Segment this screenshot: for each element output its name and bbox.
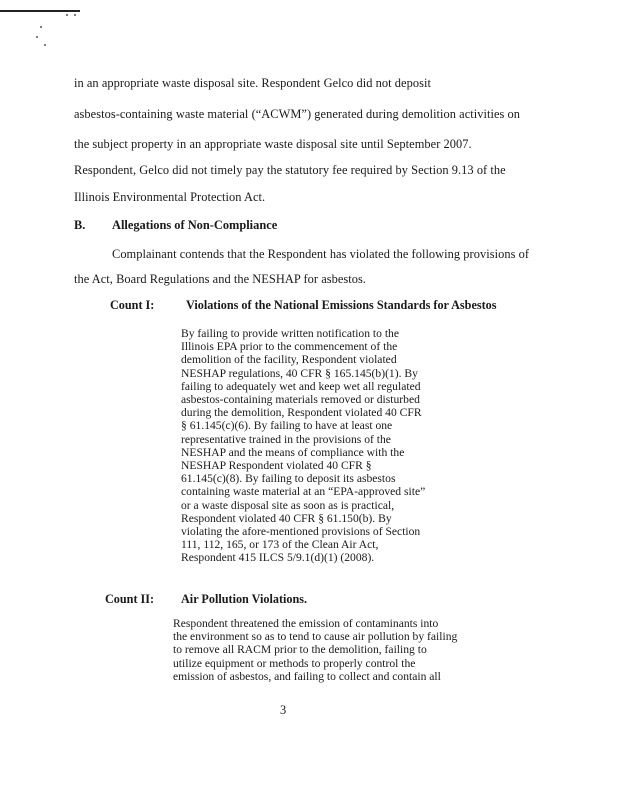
count-2-title: Air Pollution Violations. <box>181 592 308 606</box>
paragraph-line: § 61.145(c)(6). By failing to have at least one <box>181 419 393 433</box>
page-number: 3 <box>280 703 287 717</box>
scan-speck <box>74 14 76 16</box>
paragraph-line: representative trained in the provisions of the <box>181 432 391 446</box>
scan-corner-line <box>0 10 80 12</box>
contention-line: Complainant contends that the Respondent has violated the following provisions of <box>112 247 530 261</box>
paragraph-line: or a waste disposal site as soon as is practical, <box>181 498 395 512</box>
scan-speck <box>36 36 38 38</box>
intro-line: asbestos-containing waste material (“ACWM”) generated during demolition activities on <box>74 107 521 121</box>
paragraph-line: 61.145(c)(8). By failing to deposit its asbestos <box>181 472 396 486</box>
paragraph-line: NESHAP and the means of compliance with the <box>181 445 405 459</box>
paragraph-line: Respondent threatened the emission of contaminants into <box>173 617 439 630</box>
paragraph-line: 111, 112, 165, or 173 of the Clean Air Act, <box>181 538 379 552</box>
paragraph-line: utilize equipment or methods to properly control the <box>173 656 416 670</box>
paragraph-line: the environment so as to tend to cause air pollution by failing <box>173 630 458 644</box>
paragraph-line: NESHAP regulations, 40 CFR § 165.145(b)(1). By <box>181 366 418 380</box>
paragraph-line: to remove all RACM prior to the demolition, failing to <box>173 643 427 657</box>
section-heading: Allegations of Non-Compliance <box>112 218 278 232</box>
paragraph-line: By failing to provide written notification to the <box>181 327 399 340</box>
scan-speck <box>40 26 42 28</box>
intro-line: the subject property in an appropriate waste disposal site until September 2007. <box>74 137 472 151</box>
scan-speck <box>44 44 46 46</box>
intro-line: in an appropriate waste disposal site. Respondent Gelco did not deposit <box>74 76 431 90</box>
paragraph-line: failing to adequately wet and keep wet all regulated <box>181 379 421 393</box>
count-1-paragraph <box>181 327 425 565</box>
paragraph-line: during the demolition, Respondent violated 40 CFR <box>181 406 422 420</box>
paragraph-line: Respondent violated 40 CFR § 61.150(b). By <box>181 511 392 525</box>
contention-line: the Act, Board Regulations and the NESHAP for asbestos. <box>74 272 367 286</box>
count-2-paragraph <box>173 617 457 683</box>
paragraph-line: Illinois EPA prior to the commencement of the <box>181 340 398 354</box>
paragraph-line: violating the afore-mentioned provisions of Section <box>181 525 421 539</box>
intro-line: Illinois Environmental Protection Act. <box>74 190 266 204</box>
paragraph-line: emission of asbestos, and failing to collect and contain all <box>173 669 441 683</box>
section-letter: B. <box>74 218 86 232</box>
paragraph-line: NESHAP Respondent violated 40 CFR § <box>181 459 372 473</box>
intro-line: Respondent, Gelco did not timely pay the statutory fee required by Section 9.13 of the <box>74 163 506 177</box>
paragraph-line: Respondent 415 ILCS 5/9.1(d)(1) (2008). <box>181 551 375 565</box>
paragraph-line: containing waste material at an “EPA-approved site” <box>181 485 426 499</box>
count-2-label: Count II: <box>105 592 155 606</box>
count-1-label: Count I: <box>110 298 155 312</box>
count-1-title: Violations of the National Emissions Standards for Asbestos <box>186 298 497 312</box>
paragraph-line: demolition of the facility, Respondent violated <box>181 353 397 367</box>
scan-speck <box>66 14 68 16</box>
paragraph-line: asbestos-containing materials removed or disturbed <box>181 393 420 407</box>
